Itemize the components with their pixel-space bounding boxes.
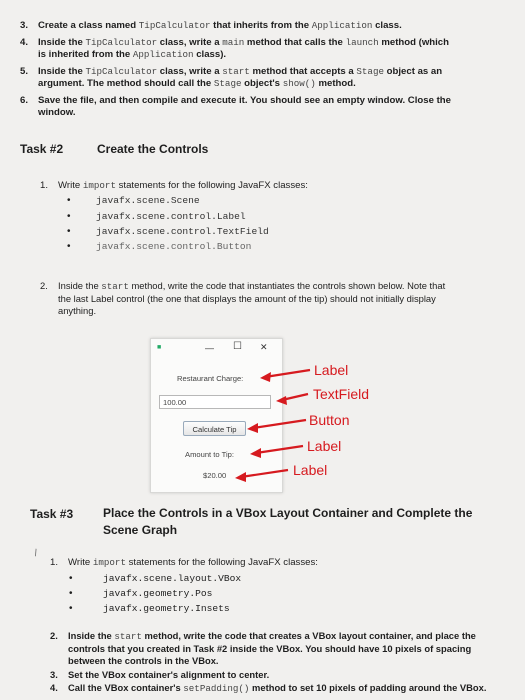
bullet: •	[67, 211, 71, 222]
task-2-step-1: 1. Write import statements for the following JavaFX classes:	[40, 180, 308, 191]
import-line: javafx.geometry.Pos	[103, 588, 213, 599]
text-run: statements for the following JavaFX classes:	[125, 557, 318, 568]
arrow-button	[253, 420, 306, 428]
callout-button: Button	[309, 412, 350, 428]
code-term: start	[101, 281, 129, 292]
code-term: main	[222, 37, 245, 48]
text-run: object as an	[383, 66, 443, 77]
import-line: javafx.scene.control.Label	[96, 211, 246, 222]
callout-textfield: TextField	[313, 386, 370, 402]
task-2-label: Task #2	[20, 142, 64, 156]
code-term: Application	[132, 49, 194, 61]
code-term: setPadding()	[183, 683, 250, 694]
text-run: object's	[241, 78, 283, 90]
code-term: start	[222, 66, 250, 77]
text-run: argument. The method should call the	[38, 78, 214, 90]
tip-amount-label: $20.00	[203, 471, 227, 480]
close-icon[interactable]: ✕	[260, 342, 268, 352]
import-line: javafx.scene.Scene	[96, 195, 200, 206]
code-term: Application	[311, 20, 373, 31]
text-run: method, write the code that creates a VBox layout container, and place the	[141, 630, 476, 641]
text-run: Write	[68, 557, 93, 568]
text-run: Save the file, and then compile and execute it. You should see an empty window. Close the	[38, 95, 451, 106]
text-line	[68, 669, 269, 681]
text-run: Inside the	[68, 630, 115, 641]
arrow-label-1	[265, 370, 310, 377]
task-3-step-4: 4. Call the VBox container's setPadding() method to set 10 pixels of padding around the VBox.	[50, 682, 487, 694]
step-3: 3. Create a class named TipCalculator that inherits from the Application class.	[20, 20, 402, 31]
task-2-step-2: 2. Inside the start method, write the code that instantiates the controls shown below. Note that the last Label control (the one that displays the amount of the tip) should not initially display anything.	[40, 280, 446, 317]
import-line: javafx.geometry.Insets	[103, 603, 230, 614]
text-line	[68, 655, 476, 667]
import-line: javafx.scene.layout.VBox	[103, 573, 242, 584]
text-run: Inside the	[58, 280, 102, 291]
bullet: •	[69, 573, 73, 584]
task-3-step-2: 2. Inside the start method, write the code that creates a VBox layout container, and place the controls that you created in Task #2 inside the VBox. You should have 10 pixels of spacing between the controls in the VBox.	[50, 630, 476, 667]
step-6: 6. Save the file, and then compile and execute it. You should see an empty window. Close the window.	[20, 95, 451, 119]
bullet: •	[67, 226, 71, 237]
text-run: statements for the following JavaFX classes:	[115, 180, 308, 191]
text-run: Set the VBox container's alignment to center.	[68, 669, 270, 680]
code-term: launch	[345, 37, 379, 48]
task-3-label: Task #3	[30, 507, 74, 521]
margin-mark: \	[32, 547, 39, 560]
code-term: TipCalculator	[138, 20, 211, 31]
bullet: •	[69, 603, 73, 614]
arrow-label-3	[241, 470, 288, 477]
app-icon: ■	[157, 344, 162, 351]
arrow-label-2	[256, 446, 303, 453]
text-run: Write	[58, 180, 83, 191]
text-line	[68, 557, 318, 569]
text-run: that inherits from the	[210, 20, 312, 31]
text-run: Call the VBox container's	[68, 682, 184, 693]
text-line	[68, 643, 476, 655]
text-run: method.	[315, 78, 356, 90]
task-2-title: Create the Controls	[97, 142, 209, 156]
text-run: the last Label control (the one that displays the amount of the tip) should not initially display	[58, 293, 436, 305]
text-run: method that accepts a	[249, 66, 357, 77]
text-run: method (which	[378, 37, 450, 48]
calculate-tip-button[interactable]: Calculate Tip	[183, 421, 246, 436]
charge-text-field[interactable]: 100.00	[159, 395, 271, 409]
text-line	[68, 630, 476, 643]
import-line: javafx.scene.control.TextField	[96, 226, 269, 237]
task-3-step-3-text	[68, 669, 269, 681]
text-run: Inside the	[38, 37, 86, 48]
arrow-head	[260, 372, 271, 382]
step-4: 4. Inside the TipCalculator class, write a main method that calls the launch method (which is inherited from the Application class).	[20, 37, 450, 61]
callout-label: Label	[314, 362, 349, 378]
text-line	[68, 682, 486, 695]
minimize-icon[interactable]: —	[205, 343, 214, 353]
text-run: anything.	[58, 305, 97, 317]
text-run: is inherited from the	[38, 49, 133, 61]
bullet: •	[67, 241, 71, 252]
text-run: method, write the code that instantiates the controls shown below. Note that	[128, 280, 446, 291]
code-term: start	[114, 631, 142, 642]
bullet: •	[69, 588, 73, 599]
task-3-step-4-text	[68, 682, 486, 695]
arrow-head	[235, 472, 246, 482]
bullet: •	[67, 195, 71, 206]
arrow-head	[250, 448, 261, 458]
task-3-title-line-1: Place the Controls in a VBox Layout Container and Complete the	[103, 506, 473, 520]
text-run: class, write a	[157, 37, 223, 48]
task-3-step-1-text	[68, 557, 318, 569]
text-run: window.	[38, 107, 76, 119]
code-term: show()	[282, 78, 316, 90]
amount-to-tip-label: Amount to Tip:	[185, 450, 234, 459]
text-run: Inside the	[38, 66, 86, 77]
code-term: Stage	[213, 78, 242, 90]
text-run: class, write a	[157, 66, 223, 77]
text-run: class).	[193, 49, 227, 61]
text-run: class.	[372, 20, 402, 31]
text-run: controls that you created in Task #2 inside the VBox. You should have 10 pixels of spacing	[68, 643, 472, 655]
code-term: import	[82, 180, 116, 191]
arrow-head	[276, 396, 287, 405]
callout-label: Label	[307, 438, 342, 454]
restaurant-charge-label: Restaurant Charge:	[177, 374, 244, 383]
text-run: between the controls in the VBox.	[68, 655, 219, 667]
task-3-step-3: 3. Set the VBox container's alignment to center.	[50, 669, 270, 680]
task-3-step-1: 1. Write import statements for the following JavaFX classes:	[50, 557, 318, 568]
code-term: import	[92, 557, 126, 568]
code-term: TipCalculator	[85, 37, 158, 48]
callout-label: Label	[293, 462, 328, 478]
task-3-step-2-text	[68, 630, 476, 668]
arrow-head	[247, 423, 258, 433]
text-run: Create a class named	[38, 20, 139, 31]
text-run: method to set 10 pixels of padding around the VBox.	[249, 682, 487, 693]
code-term: TipCalculator	[85, 66, 158, 77]
step-5: 5. Inside the TipCalculator class, write a start method that accepts a Stage object as an argument. The method should call the Stage object's show() method.	[20, 66, 443, 90]
task-3-title-line-2: Scene Graph	[103, 523, 178, 537]
code-term: Stage	[356, 66, 384, 77]
import-line: javafx.scene.control.Button	[96, 241, 252, 252]
text-run: method that calls the	[244, 37, 346, 48]
maximize-icon[interactable]: ☐	[233, 341, 242, 352]
